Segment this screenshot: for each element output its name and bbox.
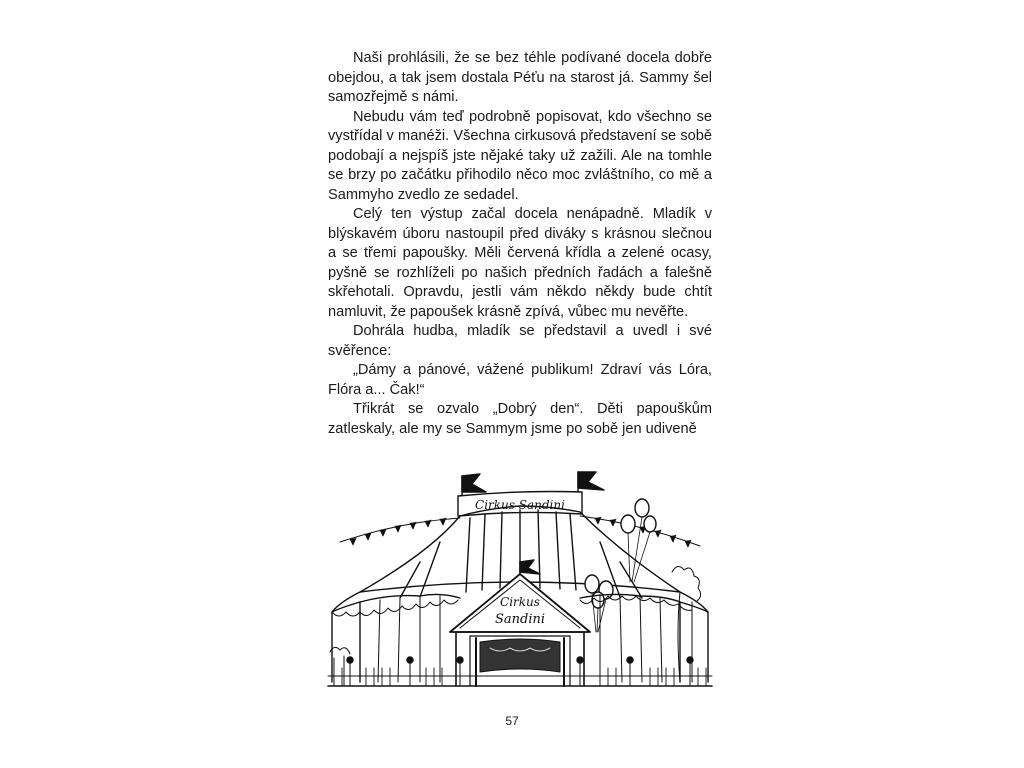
- paragraph-5: „Dámy a pánové, vážené publikum! Zdraví vás Lóra, Flóra a... Čak!“: [328, 362, 712, 398]
- body-text: [328, 49, 712, 439]
- circus-tent-illustration: [320, 462, 720, 702]
- sign-line2-text: Sandini: [494, 612, 546, 627]
- paragraph-2: Nebudu vám teď podrobně popisovat, kdo všechno se vystřídal v manéži. Všechna cirkusová představení se sobě podobají a nejspíš jste nějaké taky už zažili. Ale na tomhle se brzy po začátku přihodilo něco moc zvláštního, co mě a Sammyho zvedlo ze sedadel.: [328, 108, 712, 203]
- paragraph-4: Dohrála hudba, mladík se představil a uvedl i své svěřence:: [328, 323, 712, 359]
- paragraph-6: Třikrát se ozvalo „Dobrý den“. Děti papouškům zatleskaly, ale my se Sammym jsme po sobě jen udiveně: [328, 401, 712, 437]
- paragraph-3: Celý ten výstup začal docela nenápadně. Mladík v blýskavém úboru nastoupil před diváky s krásnou slečnou a se třemi papoušky. Měli červená křídla a zelené ocasy, pyšně se rozhlíželi po našich předních řadách a falešně skřehotali. Opravdu, jestli vám někdo někdy bude chtít namluvit, že papoušek krásně zpívá, vůbec mu nevěřte.: [328, 206, 712, 320]
- page-number: 57: [505, 714, 519, 728]
- paragraph-1: Naši prohlásili, že se bez téhle podívané docela dobře obejdou, a tak jsem dostala Péťu na starost já. Sammy šel samozřejmě s námi.: [328, 50, 712, 105]
- sign-line1-text: Cirkus: [500, 595, 540, 609]
- banner-top-text: Cirkus Sandini: [475, 498, 565, 512]
